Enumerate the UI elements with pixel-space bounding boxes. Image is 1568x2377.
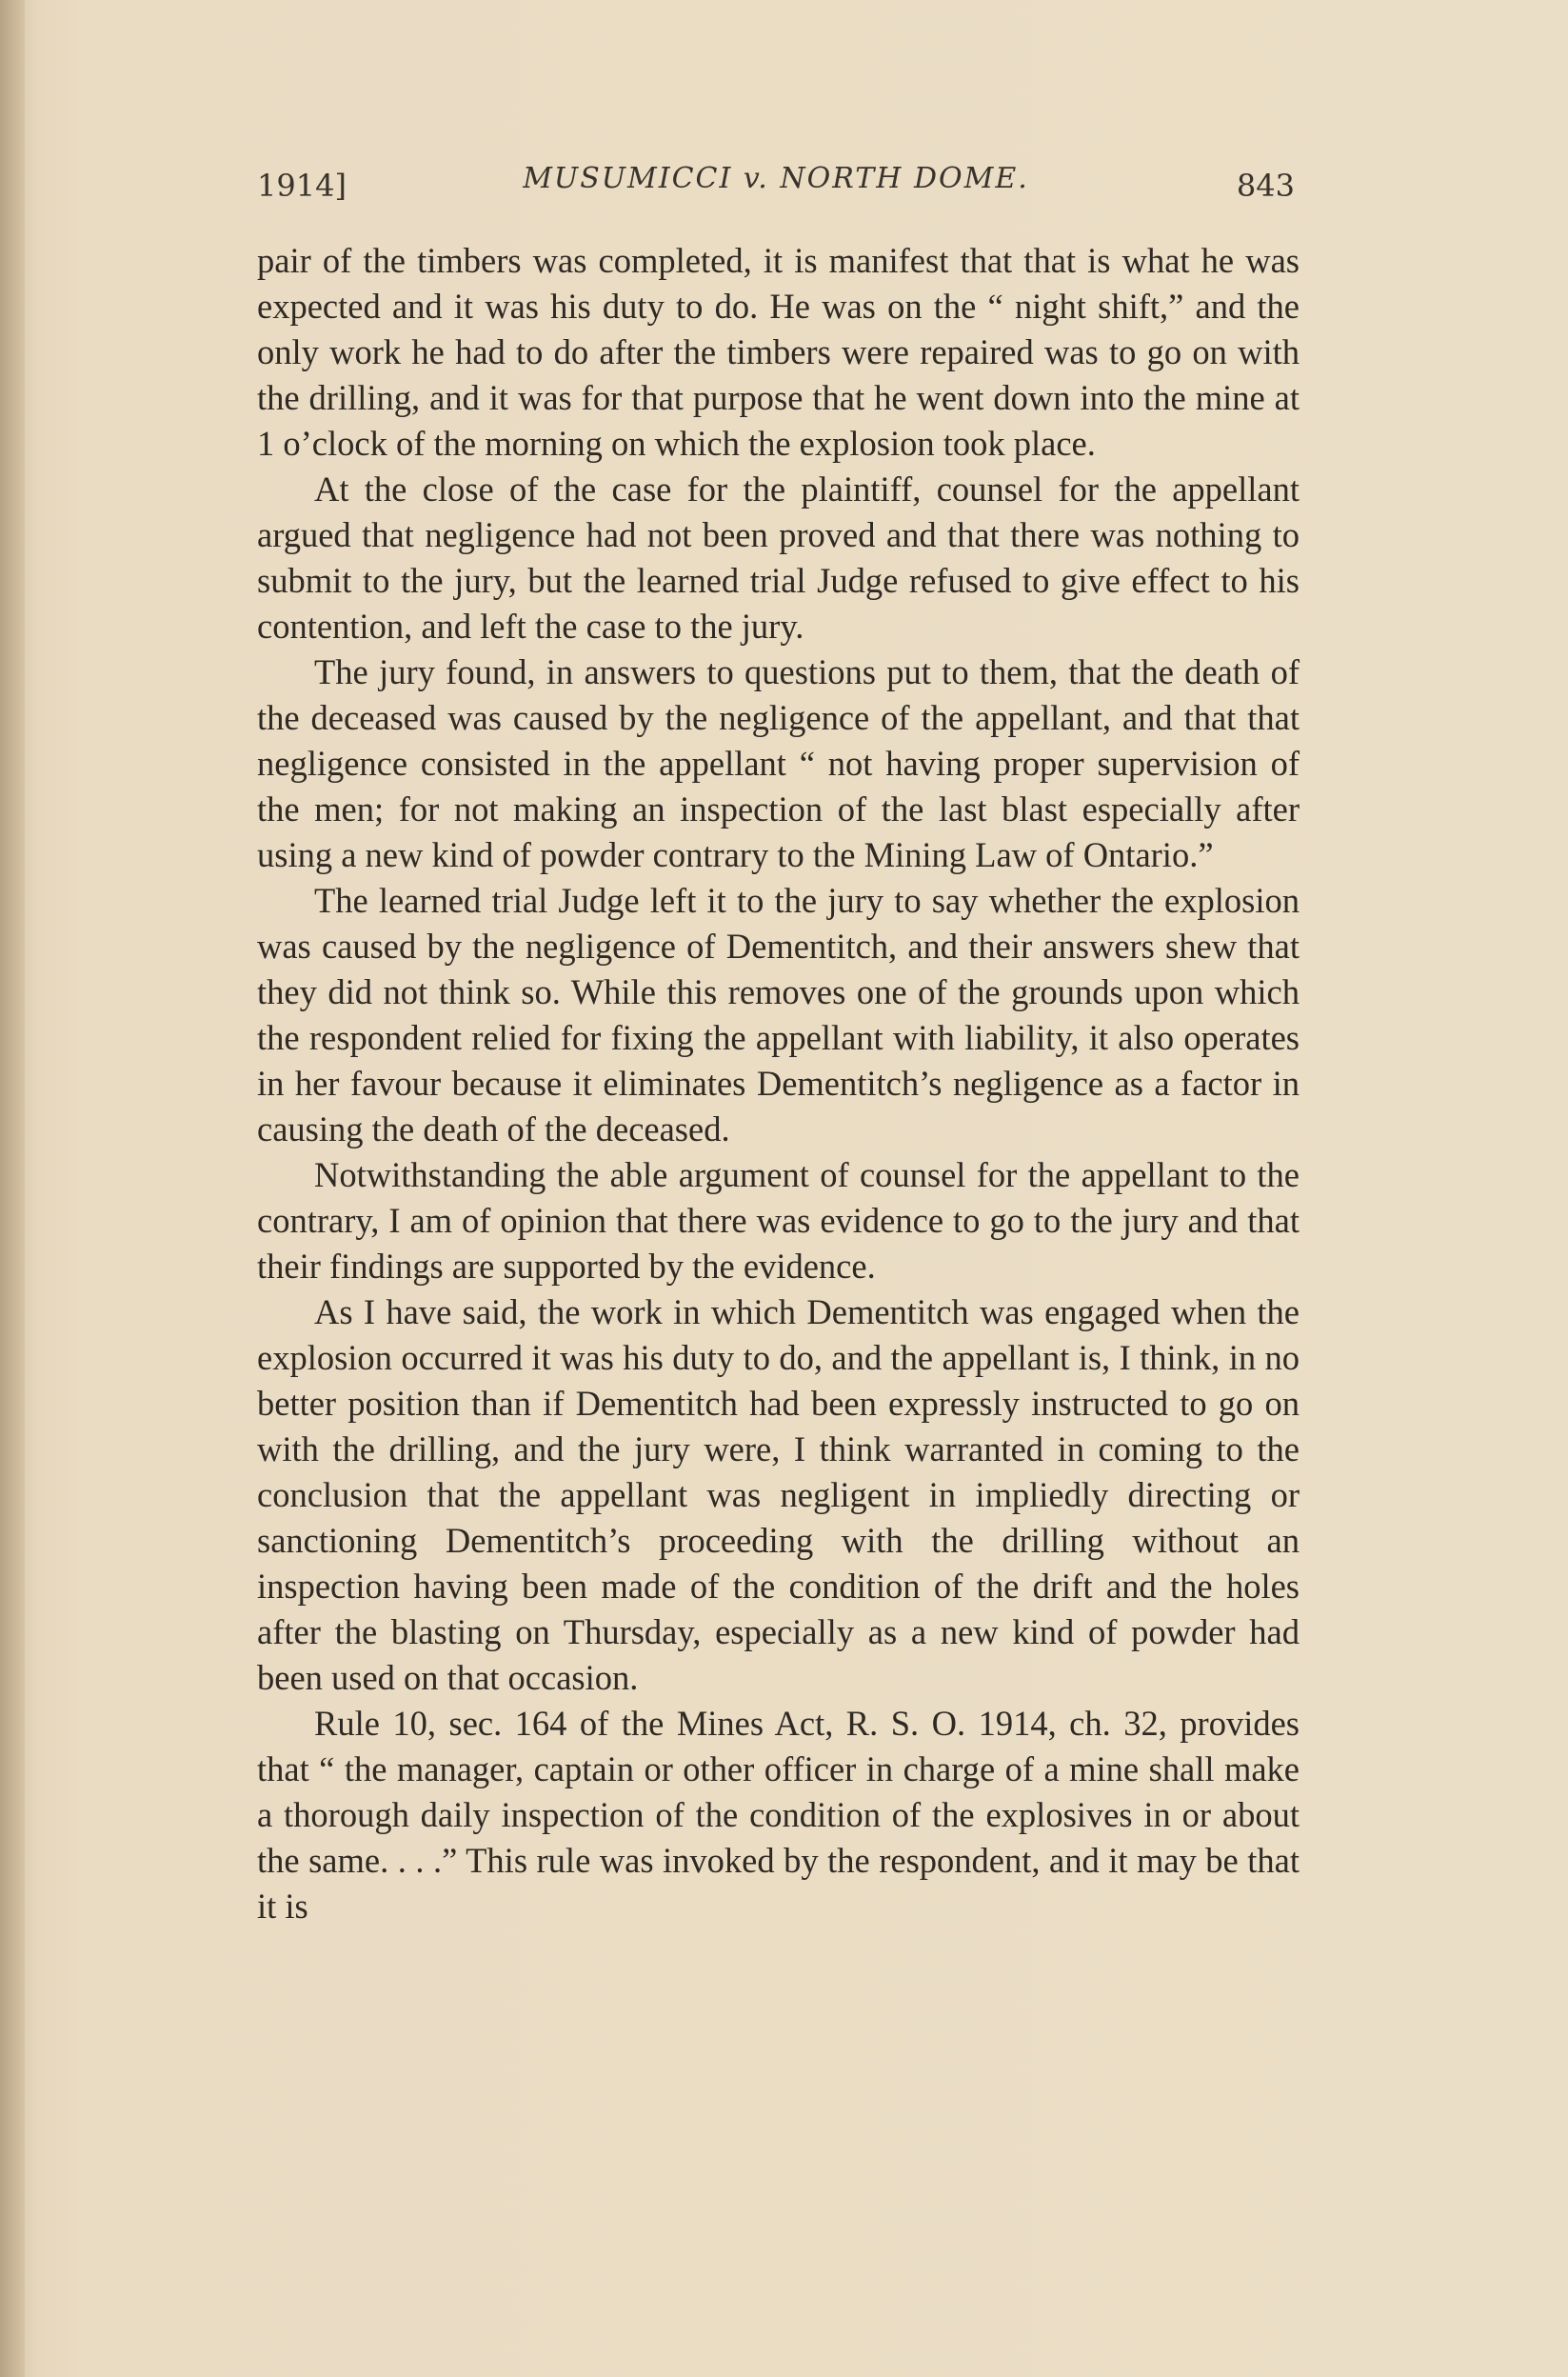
paragraph: Notwithstanding the able argument of counsel for the appellant to the contrary, I am of opinion that there was evidence to go to the jury and that their findings are supported by the evidence. (257, 1155, 1300, 1286)
paragraph-continued: pair of the timbers was completed, it is manifest that that is what he was expected and it was his duty to do. He was on the “ night shift,” and the only work he had to do after the timbers were repaired was to go on with the drilling, and it was for that purpose that he went down into the mine at 1 o’clock of the morning on which the explosion took place. (257, 241, 1300, 463)
page-number: 843 (1236, 168, 1295, 204)
paragraph: Rule 10, sec. 164 of the Mines Act, R. S. O. 1914, ch. 32, provides that “ the manager, captain or other officer in charge of a mine shall make a thorough daily inspection of the condition of the explosives in or about the same. . . .” This rule was invoked by the respondent, and it may be that it is (257, 1704, 1300, 1926)
header-year: 1914] (257, 168, 347, 204)
page-body-text (257, 238, 1300, 1929)
header-case-title: MUSUMICCI v. NORTH DOME. (523, 162, 1029, 195)
paragraph: The jury found, in answers to questions put to them, that the death of the deceased was caused by the negligence of the appellant, and that that negligence consisted in the appellant “ not having proper supervision of the men; for not making an inspection of the last blast especially after using a new kind of powder contrary to the Mining Law of Ontario.” (257, 652, 1300, 874)
paragraph: The learned trial Judge left it to the jury to say whether the explosion was caused by the negligence of Dementitch, and their answers shew that they did not think so. While this removes one of the grounds upon which the respondent relied for fixing the appellant with liability, it also operates in her favour because it eliminates Dementitch’s negligence as a factor in causing the death of the deceased. (257, 881, 1300, 1149)
paragraph: As I have said, the work in which Dementitch was engaged when the explosion occurred it was his duty to do, and the appellant is, I think, in no better position than if Dementitch had been expressly instructed to go on with the drilling, and the jury were, I think warranted in coming to the conclusion that the appellant was negligent in impliedly directing or sanctioning Dementitch’s proceeding with the drilling without an inspection having been made of the condition of the drift and the holes after the blasting on Thursday, especially as a new kind of powder had been used on that occasion. (257, 1292, 1300, 1697)
paragraph: At the close of the case for the plaintiff, counsel for the appellant argued that negligence had not been proved and that there was nothing to submit to the jury, but the learned trial Judge refused to give effect to his contention, and left the case to the jury. (257, 469, 1300, 646)
running-header (257, 160, 1295, 217)
page-binding-edge (0, 0, 25, 2377)
